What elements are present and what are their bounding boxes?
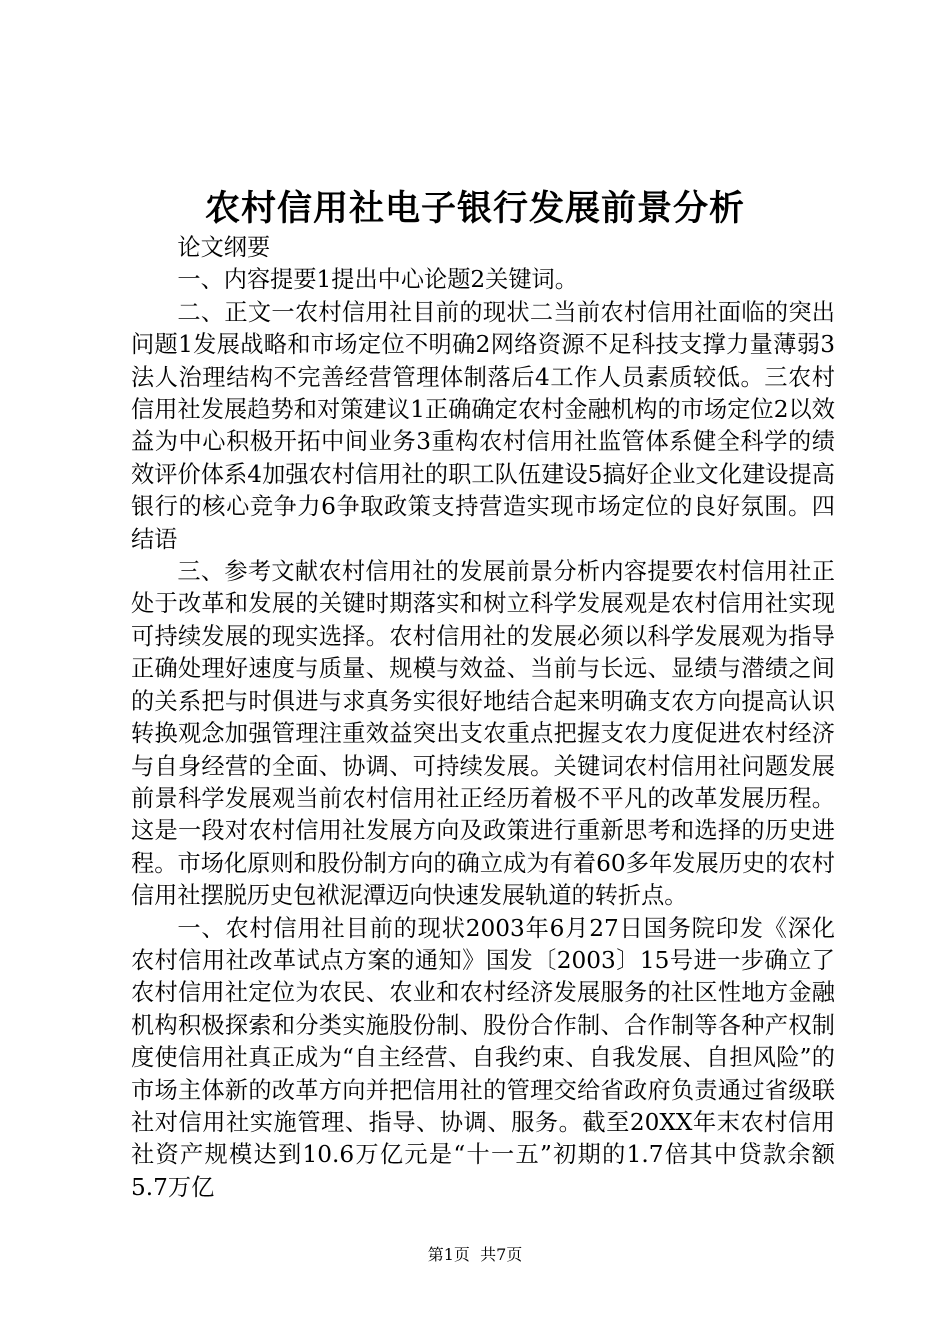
paragraph-references-intro: 三、参考文献农村信用社的发展前景分析内容提要农村信用社正处于改革和发展的关键时期落实和树立科学发展观是农村信用社实现可持续发展的现实选择。农村信用社的发展必须以科学发展观为指导正确处理好速度与质量、规模与效益、当前与长远、显绩与潜绩之间的关系把与时俱进与求真务实很好地结合起来明确支农方向提高认识转换观念加强管理注重效益突出支农重点把握支农力度促进农村经济与自身经营的全面、协调、可持续发展。关键词农村信用社问题发展前景科学发展观当前农村信用社正经历着极不平凡的改革发展历程。这是一段对农村信用社发展方向及政策进行重新思考和选择的历史进程。市场化原则和股份制方向的确立成为有着60多年发展历史的农村信用社摆脱历史包袱泥潭迈向快速发展轨道的转折点。 bbox=[131, 558, 835, 910]
document-body bbox=[131, 232, 835, 1204]
paragraph-outline-heading: 论文纲要 bbox=[177, 234, 271, 261]
paragraph-current-status: 一、农村信用社目前的现状2003年6月27日国务院印发《深化农村信用社改革试点方案的通知》国发〔2003〕15号进一步确立了农村信用社定位为农民、农业和农村经济发展服务的社区性地方金融机构积极探索和分类实施股份制、股份合作制、合作制等各种产权制度使信用社真正成为“自主经营、自我约束、自我发展、自担风险”的市场主体新的改革方向并把信用社的管理交给省政府负责通过省级联社对信用社实施管理、指导、协调、服务。截至20XX年末农村信用社资产规模达到10.6万亿元是“十一五”初期的1.7倍其中贷款余额5.7万亿 bbox=[131, 914, 835, 1201]
document-title: 农村信用社电子银行发展前景分析 bbox=[204, 188, 745, 229]
page-number-footer: 第1页 共7页 bbox=[427, 1245, 523, 1264]
paragraph-main-outline: 二、正文一农村信用社目前的现状二当前农村信用社面临的突出问题1发展战略和市场定位不明确2网络资源不足科技支撑力量薄弱3法人治理结构不完善经营管理体制落后4工作人员素质较低。三农村信用社发展趋势和对策建议1正确确定农村金融机构的市场定位2以效益为中心积极开拓中间业务3重构农村信用社监管体系健全科学的绩效评价体系4加强农村信用社的职工队伍建设5搞好企业文化建设提高银行的核心竞争力6争取政策支持营造实现市场定位的良好氛围。四结语 bbox=[131, 298, 835, 553]
paragraph-abstract-item: 一、内容提要1提出中心论题2关键词。 bbox=[177, 266, 578, 294]
